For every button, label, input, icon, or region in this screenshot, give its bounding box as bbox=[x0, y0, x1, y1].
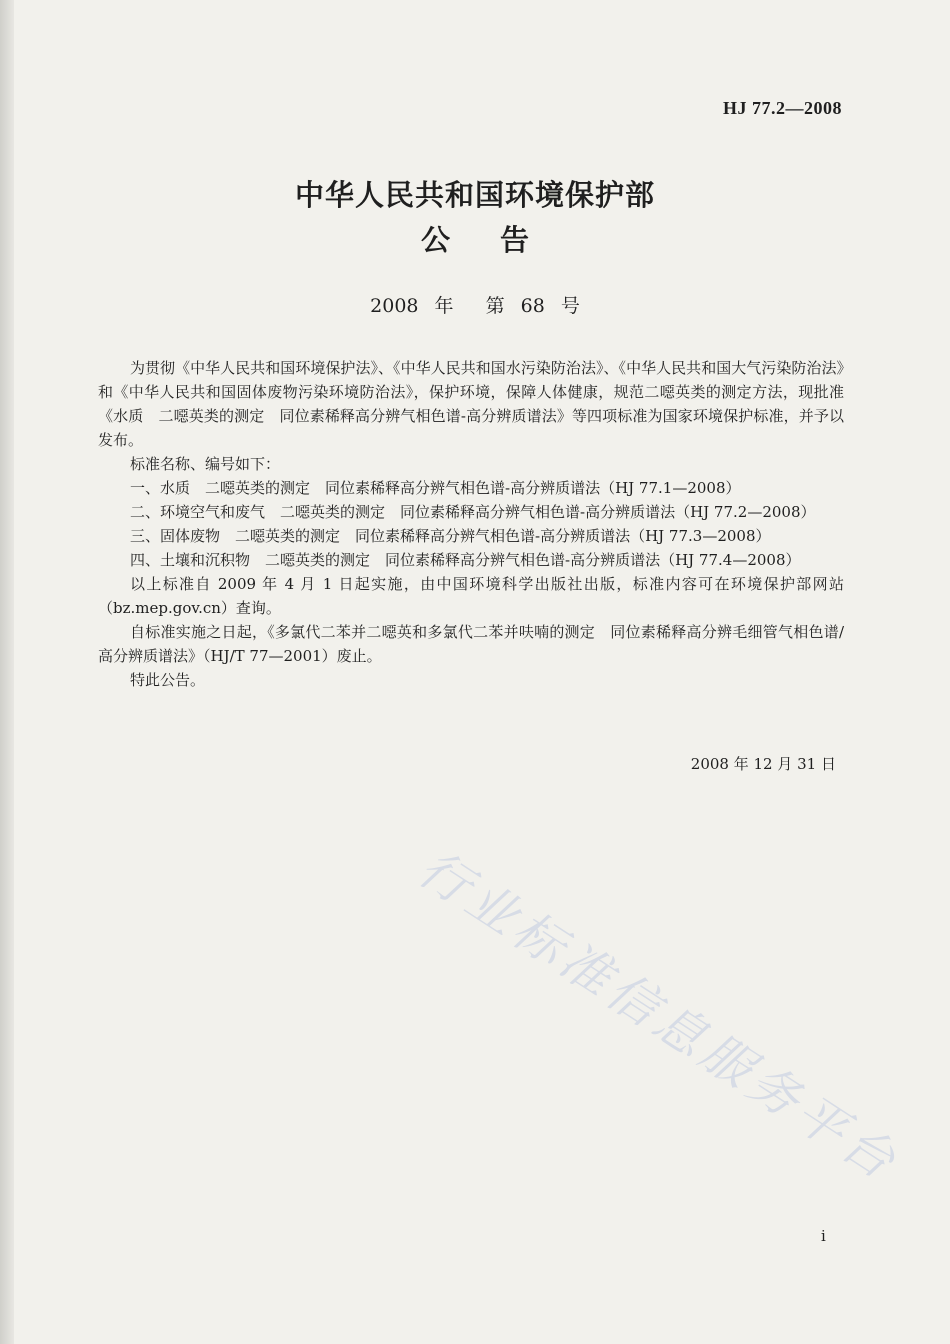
watermark: 行业标准信息服务平台 bbox=[408, 839, 910, 1193]
standard-item: 三、固体废物 二噁英类的测定 同位素稀释高分辨气相色谱-高分辨质谱法（HJ 77.3—2008） bbox=[130, 527, 771, 545]
paragraph-list-intro: 标准名称、编号如下： bbox=[130, 455, 281, 473]
standard-item: 一、水质 二噁英类的测定 同位素稀释高分辨气相色谱-高分辨质谱法（HJ 77.1—2008） bbox=[130, 479, 741, 497]
issuing-organization-title: 中华人民共和国环境保护部 bbox=[294, 178, 655, 212]
paragraph-repeal: 自标准实施之日起，《多氯代二苯并二噁英和多氯代二苯并呋喃的测定 同位素稀释高分辨毛细管气相色谱/高分辨质谱法》（HJ/T 77—2001）废止。 bbox=[98, 623, 844, 665]
announcement-date: 2008 年 12 月 31 日 bbox=[690, 755, 836, 773]
announcement-number bbox=[0, 291, 950, 318]
issue-year: 2008 年 bbox=[370, 295, 454, 317]
page-number: i bbox=[821, 1227, 826, 1245]
announcement-body bbox=[98, 356, 844, 692]
standard-code: HJ 77.2—2008 bbox=[722, 98, 842, 118]
standard-item: 二、环境空气和废气 二噁英类的测定 同位素稀释高分辨气相色谱-高分辨质谱法（HJ 77.2—2008） bbox=[130, 503, 816, 521]
standard-item: 四、土壤和沉积物 二噁英类的测定 同位素稀释高分辨气相色谱-高分辨质谱法（HJ 77.4—2008） bbox=[130, 551, 801, 569]
paragraph-purpose: 为贯彻《中华人民共和国环境保护法》、《中华人民共和国水污染防治法》、《中华人民共和国大气污染防治法》和《中华人民共和国固体废物污染环境防治法》，保护环境，保障人体健康，规范二噁英类的测定方法，现批准《水质 二噁英类的测定 同位素稀释高分辨气相色谱-高分辨质谱法》等四项标准为国家环境保护标准，并予以发布。 bbox=[98, 359, 844, 449]
paragraph-closing: 特此公告。 bbox=[130, 671, 206, 689]
paragraph-effective-date: 以上标准自 2009 年 4 月 1 日起实施，由中国环境科学出版社出版，标准内容可在环境保护部网站（bz.mep.gov.cn）查询。 bbox=[98, 575, 844, 617]
announcement-title: 公 告 bbox=[420, 223, 550, 257]
issue-number: 第 68 号 bbox=[485, 295, 580, 317]
